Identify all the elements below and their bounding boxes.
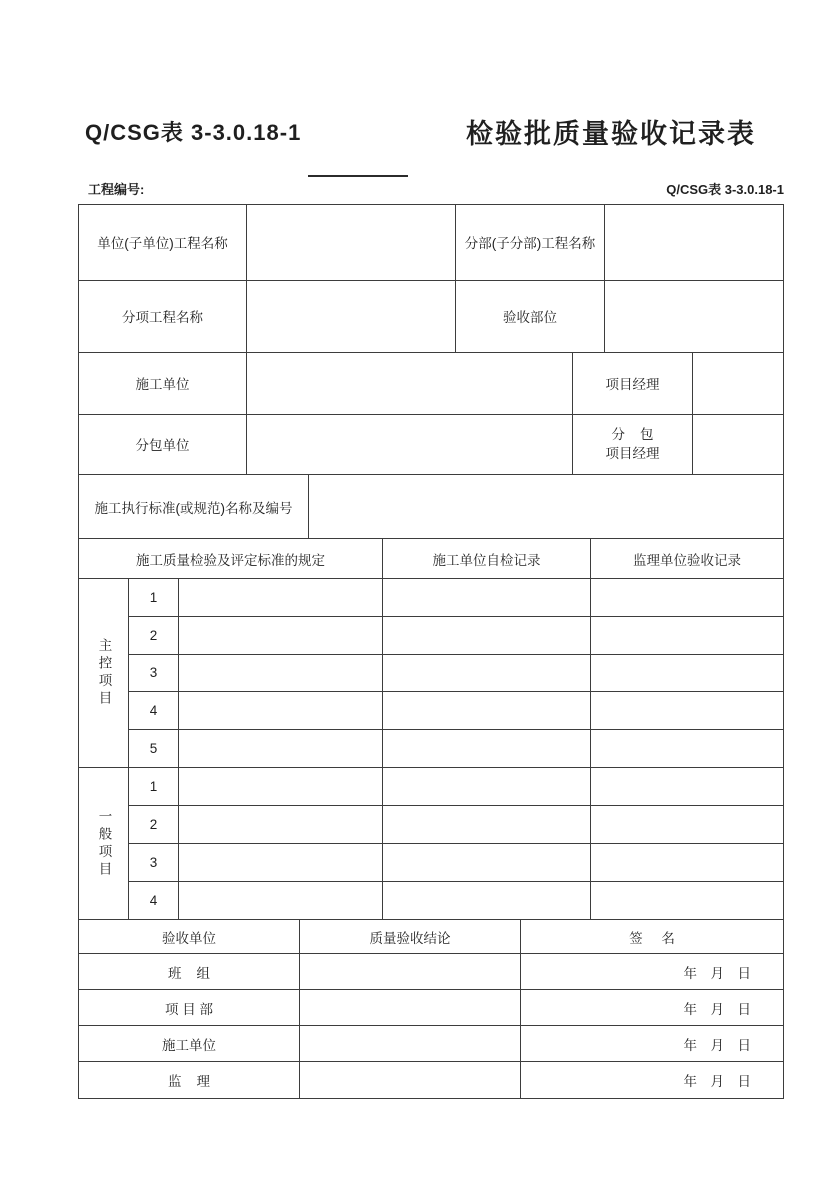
standard-label: 施工执行标准(或规范)名称及编号 — [79, 475, 309, 538]
spec-header: 施工质量检验及评定标准的规定 — [79, 539, 383, 578]
supervision-cell[interactable] — [591, 730, 783, 767]
table-row — [79, 353, 783, 415]
form-code-heading: Q/CSG表 3-3.0.18-1 — [85, 120, 302, 145]
table-row — [79, 475, 783, 539]
self-check-cell[interactable] — [383, 579, 591, 616]
form-code-reference: Q/CSG表 3-3.0.18-1 — [666, 182, 784, 197]
spec-cell[interactable] — [179, 882, 383, 919]
supervision-cell[interactable] — [591, 844, 783, 881]
self-check-cell[interactable] — [383, 844, 591, 881]
item-project-label: 分项工程名称 — [79, 281, 247, 352]
item-number: 4 — [129, 882, 179, 919]
signer-label: 项 目 部 — [79, 990, 300, 1025]
item-row — [129, 882, 783, 919]
acceptance-unit-header: 验收单位 — [79, 920, 300, 953]
spec-cell[interactable] — [179, 730, 383, 767]
subcontractor-value[interactable] — [247, 415, 573, 475]
item-row — [129, 730, 783, 767]
division-project-label: 分部(子分部)工程名称 — [456, 205, 605, 280]
item-row — [129, 617, 783, 655]
construction-unit-value[interactable] — [247, 353, 573, 414]
item-number: 3 — [129, 844, 179, 881]
subcontract-manager-label-line1: 分 包 — [611, 426, 654, 442]
item-row — [129, 844, 783, 882]
inspection-header-row — [79, 539, 783, 579]
spec-cell[interactable] — [179, 655, 383, 692]
subcontract-manager-label-line2: 项目经理 — [605, 446, 660, 462]
self-check-cell[interactable] — [383, 655, 591, 692]
main-control-section — [79, 579, 783, 768]
subcontract-manager-value[interactable] — [693, 415, 783, 475]
table-row — [79, 281, 783, 353]
item-number: 3 — [129, 655, 179, 692]
supervision-cell[interactable] — [591, 617, 783, 654]
main-control-label: 主控项目 — [79, 579, 129, 767]
signature-header: 签 名 — [629, 930, 675, 946]
division-project-value[interactable] — [605, 205, 783, 280]
conclusion-cell[interactable] — [300, 990, 521, 1025]
spec-cell[interactable] — [179, 844, 383, 881]
supervision-header: 监理单位验收记录 — [633, 552, 741, 568]
date-placeholder: 年 月 日 — [683, 1001, 753, 1017]
project-manager-value[interactable] — [693, 353, 783, 414]
acceptance-record-table — [78, 204, 784, 1099]
supervision-cell[interactable] — [591, 882, 783, 919]
self-check-cell[interactable] — [383, 806, 591, 843]
item-number: 4 — [129, 692, 179, 729]
supervision-cell[interactable] — [591, 655, 783, 692]
general-section — [79, 768, 783, 921]
item-row — [129, 768, 783, 806]
item-number: 2 — [129, 806, 179, 843]
signature-row — [79, 1062, 783, 1098]
acceptance-part-value[interactable] — [605, 281, 783, 352]
self-check-cell[interactable] — [383, 730, 591, 767]
item-row — [129, 806, 783, 844]
self-check-cell[interactable] — [383, 692, 591, 729]
table-row — [79, 205, 783, 281]
general-rows — [129, 768, 783, 920]
date-placeholder: 年 月 日 — [683, 1074, 753, 1090]
project-manager-label: 项目经理 — [573, 353, 693, 414]
self-check-header: 施工单位自检记录 — [383, 539, 591, 578]
self-check-cell[interactable] — [383, 768, 591, 805]
spec-cell[interactable] — [179, 806, 383, 843]
acceptance-part-label: 验收部位 — [456, 281, 605, 352]
supervision-cell[interactable] — [591, 692, 783, 729]
conclusion-cell[interactable] — [300, 954, 521, 989]
item-number: 2 — [129, 617, 179, 654]
date-placeholder: 年 月 日 — [683, 1037, 753, 1053]
item-project-value[interactable] — [247, 281, 456, 352]
spec-cell[interactable] — [179, 617, 383, 654]
conclusion-header-row — [79, 920, 783, 954]
item-number: 1 — [129, 768, 179, 805]
subcontractor-label: 分包单位 — [79, 415, 247, 475]
item-row — [129, 579, 783, 617]
item-row — [129, 655, 783, 693]
signer-label: 监 理 — [79, 1062, 300, 1098]
self-check-cell[interactable] — [383, 882, 591, 919]
unit-project-label: 单位(子单位)工程名称 — [79, 205, 247, 280]
construction-unit-label: 施工单位 — [79, 353, 247, 414]
item-row — [129, 692, 783, 730]
main-control-rows — [129, 579, 783, 767]
conclusion-cell[interactable] — [300, 1062, 521, 1098]
supervision-cell[interactable] — [591, 579, 783, 616]
supervision-cell[interactable] — [591, 806, 783, 843]
signer-label: 施工单位 — [79, 1026, 300, 1061]
signer-label: 班 组 — [79, 954, 300, 989]
signature-row — [79, 954, 783, 990]
supervision-cell[interactable] — [591, 768, 783, 805]
unit-project-value[interactable] — [247, 205, 456, 280]
result-header: 质量验收结论 — [300, 920, 521, 953]
spec-cell[interactable] — [179, 768, 383, 805]
spec-cell[interactable] — [179, 692, 383, 729]
project-number-label: 工程编号: — [88, 182, 145, 197]
subcontract-manager-label — [573, 415, 693, 475]
item-number: 1 — [129, 579, 179, 616]
item-number: 5 — [129, 730, 179, 767]
blank-underline — [308, 175, 408, 177]
standard-value[interactable] — [309, 475, 783, 538]
signature-row — [79, 990, 783, 1026]
date-placeholder: 年 月 日 — [683, 965, 753, 981]
page-title: 检验批质量验收记录表 — [466, 119, 756, 149]
self-check-cell[interactable] — [383, 617, 591, 654]
table-row — [79, 415, 783, 476]
general-label: 一般项目 — [79, 768, 129, 920]
signature-row — [79, 1026, 783, 1062]
spec-cell[interactable] — [179, 579, 383, 616]
conclusion-cell[interactable] — [300, 1026, 521, 1061]
